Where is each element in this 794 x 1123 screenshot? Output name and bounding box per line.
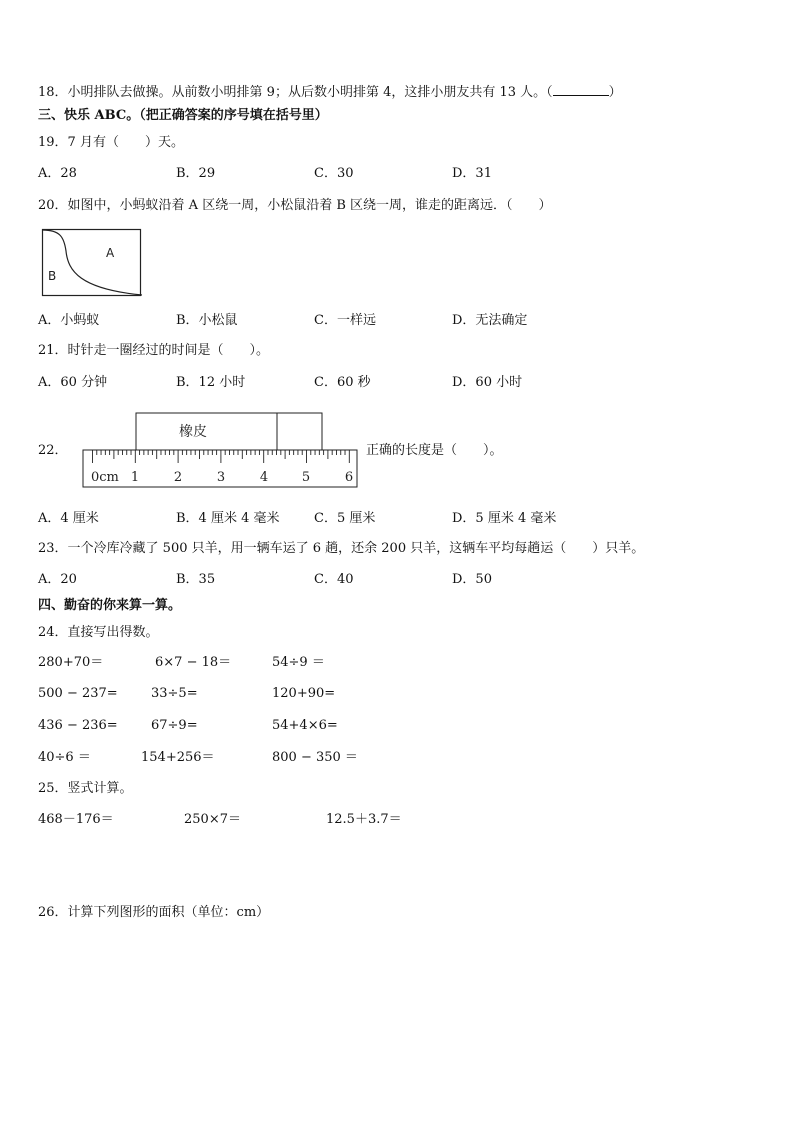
calc-item: 54÷9 ＝ — [272, 655, 325, 670]
q21-option-d[interactable]: D．60 小时 — [452, 375, 523, 390]
q21-option-a[interactable]: A．60 分钟 — [38, 375, 108, 390]
calc-item: 6×7 − 18＝ — [155, 655, 232, 670]
q19-option-a[interactable]: A．28 — [38, 166, 77, 181]
q19-option-c[interactable]: C．30 — [314, 166, 354, 181]
q21-option-b[interactable]: B．12 小时 — [176, 375, 246, 390]
q23-option-a[interactable]: A．20 — [38, 572, 77, 587]
question-19-text: 19．7 月有（ ）天。 — [38, 135, 184, 150]
question-18 — [38, 84, 622, 101]
eraser-body — [136, 413, 322, 450]
calc-item: 800 − 350 ＝ — [272, 750, 358, 765]
q20-option-a[interactable]: A．小蚂蚁 — [38, 313, 100, 328]
calc-item: 54+4×6= — [272, 718, 338, 733]
q20-option-b[interactable]: B．小松鼠 — [176, 313, 238, 328]
q22-option-b[interactable]: B．4 厘米 4 毫米 — [176, 511, 280, 526]
calc-item: 500 − 237= — [38, 686, 118, 701]
ruler-label-2: 2 — [173, 470, 183, 485]
q22-option-d[interactable]: D．5 厘米 4 毫米 — [452, 511, 557, 526]
q23-option-c[interactable]: C．40 — [314, 572, 354, 587]
q20-option-d[interactable]: D．无法确定 — [452, 313, 528, 328]
region-label-b: B — [48, 269, 57, 283]
q22-option-c[interactable]: C．5 厘米 — [314, 511, 376, 526]
vertical-calc-item: 250×7＝ — [184, 812, 241, 827]
ruler-label-5: 5 — [301, 470, 311, 485]
q20-option-c[interactable]: C．一样远 — [314, 313, 376, 328]
question-20-text: 20．如图中，小蚂蚁沿着 A 区绕一周，小松鼠沿着 B 区绕一周，谁走的距离远．（ ） — [38, 198, 552, 213]
q23-option-d[interactable]: D．50 — [452, 572, 492, 587]
section-3-title: 三、快乐 ABC。（把正确答案的序号填在括号里） — [38, 108, 328, 123]
calc-item: 436 − 236= — [38, 718, 118, 733]
region-border — [43, 230, 141, 296]
calc-item: 154+256＝ — [141, 750, 215, 765]
region-label-a: A — [106, 246, 115, 260]
calc-item: 67÷9= — [151, 718, 198, 733]
ruler-label-1: 1 — [130, 470, 140, 485]
q23-option-b[interactable]: B．35 — [176, 572, 216, 587]
calc-item: 280+70＝ — [38, 655, 104, 670]
question-26-text: 26．计算下列图形的面积（单位：cm） — [38, 905, 270, 920]
ruler-label-3: 3 — [216, 470, 226, 485]
ruler-figure — [80, 410, 362, 490]
q22-option-a[interactable]: A．4 厘米 — [38, 511, 99, 526]
region-figure — [40, 227, 146, 299]
q19-option-d[interactable]: D．31 — [452, 166, 492, 181]
question-18-close: ） — [608, 85, 622, 100]
question-23-text: 23．一个冷库冷藏了 500 只羊，用一辆车运了 6 趟，还余 200 只羊，这辆车平均每趟运（ ）只羊。 — [38, 541, 645, 556]
section-4-title: 四、勤奋的你来算一算。 — [38, 598, 182, 613]
calc-item: 40÷6 ＝ — [38, 750, 91, 765]
calc-item: 33÷5= — [151, 686, 198, 701]
region-curve — [43, 230, 143, 295]
q21-option-c[interactable]: C．60 秒 — [314, 375, 371, 390]
vertical-calc-item: 468－176＝ — [38, 812, 114, 827]
question-22-text: 正确的长度是（ ）。 — [366, 443, 503, 458]
question-24-text: 24．直接写出得数。 — [38, 625, 159, 640]
ruler-label-0: 0cm — [91, 470, 119, 485]
eraser-label: 橡皮 — [179, 424, 207, 440]
ruler-label-4: 4 — [259, 470, 269, 485]
vertical-calc-item: 12.5＋3.7＝ — [326, 812, 402, 827]
question-21-text: 21．时针走一圈经过的时间是（ ）。 — [38, 343, 270, 358]
question-25-text: 25．竖式计算。 — [38, 781, 133, 796]
question-22-number: 22． — [38, 443, 68, 458]
answer-blank[interactable] — [553, 84, 609, 96]
calc-item: 120+90= — [272, 686, 336, 701]
ruler-label-6: 6 — [344, 470, 354, 485]
question-18-text: 18．小明排队去做操。从前数小明排第 9；从后数小明排第 4，这排小朋友共有 13 人。（ — [38, 85, 553, 100]
q19-option-b[interactable]: B．29 — [176, 166, 216, 181]
